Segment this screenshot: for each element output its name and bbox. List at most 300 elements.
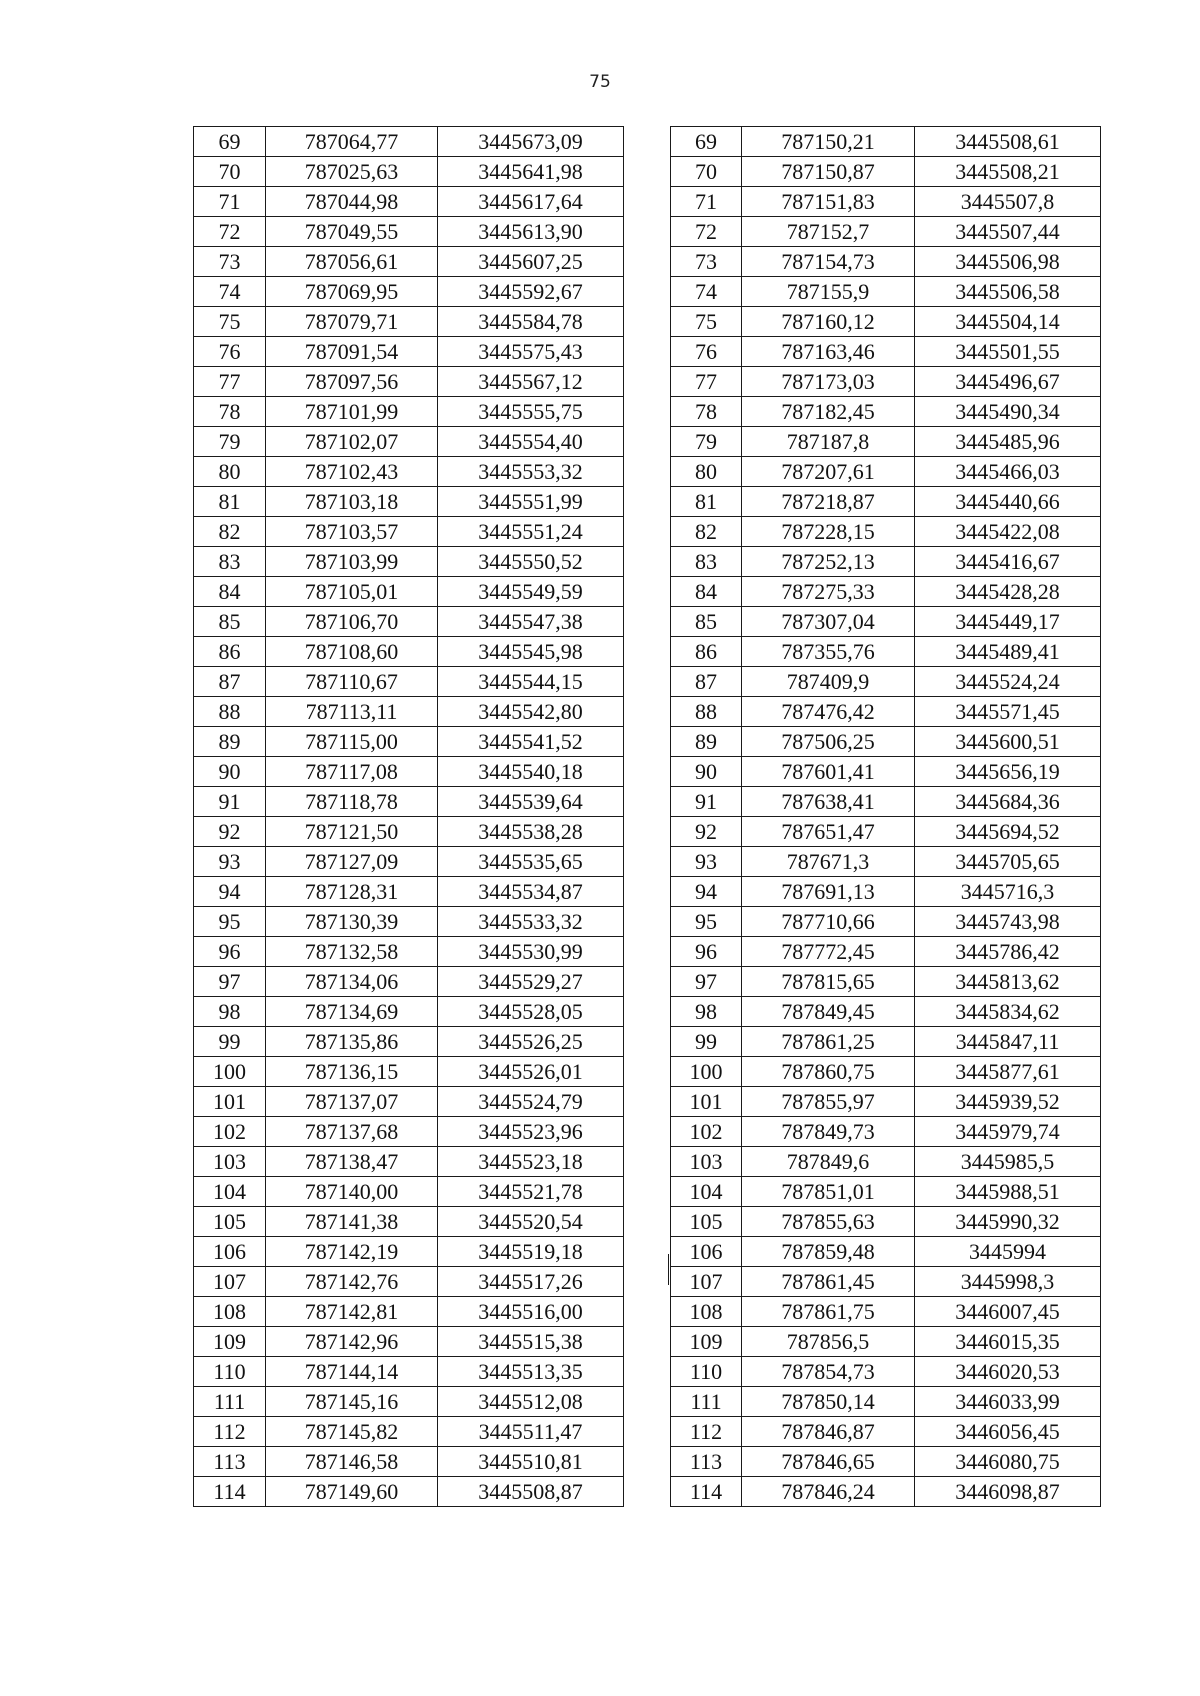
x-coordinate-cell: 787049,55 (266, 217, 438, 247)
x-coordinate-cell: 787103,99 (266, 547, 438, 577)
point-number-cell: 114 (194, 1477, 266, 1507)
point-number-cell: 70 (671, 157, 742, 187)
x-coordinate-cell: 787118,78 (266, 787, 438, 817)
x-coordinate-cell: 787137,68 (266, 1117, 438, 1147)
x-coordinate-cell: 787855,97 (742, 1087, 915, 1117)
y-coordinate-cell: 3445571,45 (915, 697, 1101, 727)
x-coordinate-cell: 787144,14 (266, 1357, 438, 1387)
table-row (194, 1087, 624, 1117)
table-row (671, 337, 1101, 367)
point-number-cell: 113 (671, 1447, 742, 1477)
page-number: 75 (589, 72, 611, 92)
y-coordinate-cell: 3445496,67 (915, 367, 1101, 397)
x-coordinate-cell: 787152,7 (742, 217, 915, 247)
y-coordinate-cell: 3445567,12 (438, 367, 624, 397)
y-coordinate-cell: 3445551,99 (438, 487, 624, 517)
point-number-cell: 73 (671, 247, 742, 277)
table-row (671, 1387, 1101, 1417)
y-coordinate-cell: 3445466,03 (915, 457, 1101, 487)
table-row (671, 1297, 1101, 1327)
y-coordinate-cell: 3445506,58 (915, 277, 1101, 307)
point-number-cell: 76 (671, 337, 742, 367)
y-coordinate-cell: 3446080,75 (915, 1447, 1101, 1477)
point-number-cell: 103 (194, 1147, 266, 1177)
point-number-cell: 88 (671, 697, 742, 727)
x-coordinate-cell: 787228,15 (742, 517, 915, 547)
y-coordinate-cell: 3445541,52 (438, 727, 624, 757)
point-number-cell: 70 (194, 157, 266, 187)
y-coordinate-cell: 3445526,01 (438, 1057, 624, 1087)
y-coordinate-cell: 3445501,55 (915, 337, 1101, 367)
table-row (671, 847, 1101, 877)
point-number-cell: 95 (671, 907, 742, 937)
table-row (671, 1357, 1101, 1387)
y-coordinate-cell: 3445504,14 (915, 307, 1101, 337)
table-row (671, 1177, 1101, 1207)
table-row (671, 157, 1101, 187)
table-row (671, 187, 1101, 217)
table-row (671, 817, 1101, 847)
table-row (671, 547, 1101, 577)
x-coordinate-cell: 787851,01 (742, 1177, 915, 1207)
y-coordinate-cell: 3445489,41 (915, 637, 1101, 667)
point-number-cell: 102 (194, 1117, 266, 1147)
y-coordinate-cell: 3445510,81 (438, 1447, 624, 1477)
y-coordinate-cell: 3445990,32 (915, 1207, 1101, 1237)
point-number-cell: 110 (194, 1357, 266, 1387)
point-number-cell: 112 (194, 1417, 266, 1447)
point-number-cell: 80 (671, 457, 742, 487)
y-coordinate-cell: 3446098,87 (915, 1477, 1101, 1507)
x-coordinate-cell: 787145,82 (266, 1417, 438, 1447)
table-row (194, 547, 624, 577)
x-coordinate-cell: 787275,33 (742, 577, 915, 607)
table-row (671, 697, 1101, 727)
y-coordinate-cell: 3445998,3 (915, 1267, 1101, 1297)
table-row (194, 397, 624, 427)
table-row (194, 877, 624, 907)
y-coordinate-cell: 3446015,35 (915, 1327, 1101, 1357)
point-number-cell: 102 (671, 1117, 742, 1147)
table-row (671, 307, 1101, 337)
table-row (194, 847, 624, 877)
y-coordinate-cell: 3445519,18 (438, 1237, 624, 1267)
point-number-cell: 74 (671, 277, 742, 307)
x-coordinate-cell: 787846,65 (742, 1447, 915, 1477)
y-coordinate-cell: 3445592,67 (438, 277, 624, 307)
y-coordinate-cell: 3446033,99 (915, 1387, 1101, 1417)
point-number-cell: 99 (671, 1027, 742, 1057)
point-number-cell: 73 (194, 247, 266, 277)
point-number-cell: 93 (671, 847, 742, 877)
table-row (194, 1237, 624, 1267)
point-number-cell: 82 (194, 517, 266, 547)
table-row (194, 997, 624, 1027)
x-coordinate-cell: 787150,21 (742, 127, 915, 157)
y-coordinate-cell: 3445743,98 (915, 907, 1101, 937)
y-coordinate-cell: 3445994 (915, 1237, 1101, 1267)
x-coordinate-cell: 787149,60 (266, 1477, 438, 1507)
y-coordinate-cell: 3445530,99 (438, 937, 624, 967)
y-coordinate-cell: 3445449,17 (915, 607, 1101, 637)
y-coordinate-cell: 3445979,74 (915, 1117, 1101, 1147)
y-coordinate-cell: 3445529,27 (438, 967, 624, 997)
x-coordinate-cell: 787056,61 (266, 247, 438, 277)
y-coordinate-cell: 3445512,08 (438, 1387, 624, 1417)
x-coordinate-cell: 787025,63 (266, 157, 438, 187)
table-row (194, 127, 624, 157)
point-number-cell: 79 (194, 427, 266, 457)
point-number-cell: 101 (194, 1087, 266, 1117)
x-coordinate-cell: 787142,76 (266, 1267, 438, 1297)
table-row (194, 427, 624, 457)
y-coordinate-cell: 3445705,65 (915, 847, 1101, 877)
table-row (194, 1477, 624, 1507)
point-number-cell: 89 (194, 727, 266, 757)
x-coordinate-cell: 787772,45 (742, 937, 915, 967)
x-coordinate-cell: 787849,6 (742, 1147, 915, 1177)
coordinates-table-left-body (194, 127, 624, 1507)
x-coordinate-cell: 787846,87 (742, 1417, 915, 1447)
table-row (671, 247, 1101, 277)
point-number-cell: 82 (671, 517, 742, 547)
table-row (671, 1267, 1101, 1297)
y-coordinate-cell: 3445422,08 (915, 517, 1101, 547)
y-coordinate-cell: 3445508,61 (915, 127, 1101, 157)
table-row (194, 937, 624, 967)
y-coordinate-cell: 3445555,75 (438, 397, 624, 427)
x-coordinate-cell: 787187,8 (742, 427, 915, 457)
y-coordinate-cell: 3445988,51 (915, 1177, 1101, 1207)
point-number-cell: 86 (194, 637, 266, 667)
x-coordinate-cell: 787064,77 (266, 127, 438, 157)
y-coordinate-cell: 3445490,34 (915, 397, 1101, 427)
x-coordinate-cell: 787069,95 (266, 277, 438, 307)
x-coordinate-cell: 787136,15 (266, 1057, 438, 1087)
point-number-cell: 88 (194, 697, 266, 727)
x-coordinate-cell: 787134,06 (266, 967, 438, 997)
y-coordinate-cell: 3445523,18 (438, 1147, 624, 1177)
table-row (194, 637, 624, 667)
x-coordinate-cell: 787671,3 (742, 847, 915, 877)
y-coordinate-cell: 3445508,21 (915, 157, 1101, 187)
table-row (671, 277, 1101, 307)
table-row (194, 187, 624, 217)
y-coordinate-cell: 3445575,43 (438, 337, 624, 367)
x-coordinate-cell: 787850,14 (742, 1387, 915, 1417)
x-coordinate-cell: 787132,58 (266, 937, 438, 967)
x-coordinate-cell: 787173,03 (742, 367, 915, 397)
point-number-cell: 105 (671, 1207, 742, 1237)
x-coordinate-cell: 787102,07 (266, 427, 438, 457)
x-coordinate-cell: 787138,47 (266, 1147, 438, 1177)
table-row (194, 787, 624, 817)
table-row (194, 517, 624, 547)
table-row (671, 787, 1101, 817)
x-coordinate-cell: 787218,87 (742, 487, 915, 517)
y-coordinate-cell: 3445511,47 (438, 1417, 624, 1447)
x-coordinate-cell: 787151,83 (742, 187, 915, 217)
table-row (194, 1117, 624, 1147)
point-number-cell: 100 (671, 1057, 742, 1087)
y-coordinate-cell: 3445520,54 (438, 1207, 624, 1237)
table-row (671, 727, 1101, 757)
x-coordinate-cell: 787044,98 (266, 187, 438, 217)
y-coordinate-cell: 3445524,79 (438, 1087, 624, 1117)
y-coordinate-cell: 3445507,44 (915, 217, 1101, 247)
point-number-cell: 98 (194, 997, 266, 1027)
table-row (671, 217, 1101, 247)
x-coordinate-cell: 787141,38 (266, 1207, 438, 1237)
y-coordinate-cell: 3445550,52 (438, 547, 624, 577)
point-number-cell: 81 (194, 487, 266, 517)
y-coordinate-cell: 3445549,59 (438, 577, 624, 607)
table-row (194, 367, 624, 397)
point-number-cell: 95 (194, 907, 266, 937)
y-coordinate-cell: 3445584,78 (438, 307, 624, 337)
coordinates-table-left (193, 126, 624, 1507)
x-coordinate-cell: 787128,31 (266, 877, 438, 907)
y-coordinate-cell: 3445516,00 (438, 1297, 624, 1327)
y-coordinate-cell: 3445517,26 (438, 1267, 624, 1297)
y-coordinate-cell: 3445834,62 (915, 997, 1101, 1027)
point-number-cell: 97 (671, 967, 742, 997)
y-coordinate-cell: 3445939,52 (915, 1087, 1101, 1117)
table-row (194, 337, 624, 367)
table-row (671, 1447, 1101, 1477)
x-coordinate-cell: 787860,75 (742, 1057, 915, 1087)
y-coordinate-cell: 3445553,32 (438, 457, 624, 487)
x-coordinate-cell: 787140,00 (266, 1177, 438, 1207)
table-row (671, 1057, 1101, 1087)
table-row (194, 157, 624, 187)
y-coordinate-cell: 3445684,36 (915, 787, 1101, 817)
point-number-cell: 96 (194, 937, 266, 967)
table-row (194, 1417, 624, 1447)
x-coordinate-cell: 787105,01 (266, 577, 438, 607)
table-row (671, 1237, 1101, 1267)
table-row (194, 1357, 624, 1387)
y-coordinate-cell: 3445985,5 (915, 1147, 1101, 1177)
table-row (194, 907, 624, 937)
point-number-cell: 91 (671, 787, 742, 817)
point-number-cell: 85 (194, 607, 266, 637)
x-coordinate-cell: 787079,71 (266, 307, 438, 337)
point-number-cell: 72 (194, 217, 266, 247)
point-number-cell: 107 (194, 1267, 266, 1297)
y-coordinate-cell: 3445428,28 (915, 577, 1101, 607)
table-row (671, 667, 1101, 697)
point-number-cell: 76 (194, 337, 266, 367)
y-coordinate-cell: 3445539,64 (438, 787, 624, 817)
y-coordinate-cell: 3445545,98 (438, 637, 624, 667)
x-coordinate-cell: 787101,99 (266, 397, 438, 427)
table-row (194, 307, 624, 337)
y-coordinate-cell: 3445540,18 (438, 757, 624, 787)
y-coordinate-cell: 3445538,28 (438, 817, 624, 847)
table-row (671, 937, 1101, 967)
x-coordinate-cell: 787846,24 (742, 1477, 915, 1507)
table-row (194, 1057, 624, 1087)
x-coordinate-cell: 787506,25 (742, 727, 915, 757)
y-coordinate-cell: 3446056,45 (915, 1417, 1101, 1447)
table-row (194, 1327, 624, 1357)
x-coordinate-cell: 787155,9 (742, 277, 915, 307)
x-coordinate-cell: 787102,43 (266, 457, 438, 487)
y-coordinate-cell: 3445507,8 (915, 187, 1101, 217)
table-row (194, 277, 624, 307)
coordinates-table-right (670, 126, 1101, 1507)
x-coordinate-cell: 787142,96 (266, 1327, 438, 1357)
x-coordinate-cell: 787113,11 (266, 697, 438, 727)
point-number-cell: 103 (671, 1147, 742, 1177)
table-row (194, 1447, 624, 1477)
point-number-cell: 110 (671, 1357, 742, 1387)
x-coordinate-cell: 787476,42 (742, 697, 915, 727)
y-coordinate-cell: 3445694,52 (915, 817, 1101, 847)
point-number-cell: 90 (194, 757, 266, 787)
y-coordinate-cell: 3445551,24 (438, 517, 624, 547)
point-number-cell: 77 (194, 367, 266, 397)
point-number-cell: 97 (194, 967, 266, 997)
x-coordinate-cell: 787163,46 (742, 337, 915, 367)
x-coordinate-cell: 787861,75 (742, 1297, 915, 1327)
x-coordinate-cell: 787115,00 (266, 727, 438, 757)
table-row (194, 757, 624, 787)
y-coordinate-cell: 3445673,09 (438, 127, 624, 157)
point-number-cell: 101 (671, 1087, 742, 1117)
x-coordinate-cell: 787150,87 (742, 157, 915, 187)
x-coordinate-cell: 787110,67 (266, 667, 438, 697)
table-row (194, 1297, 624, 1327)
table-row (194, 577, 624, 607)
table-row (671, 427, 1101, 457)
x-coordinate-cell: 787252,13 (742, 547, 915, 577)
table-row (671, 1027, 1101, 1057)
table-row (671, 487, 1101, 517)
point-number-cell: 69 (671, 127, 742, 157)
y-coordinate-cell: 3446007,45 (915, 1297, 1101, 1327)
table-row (194, 1027, 624, 1057)
x-coordinate-cell: 787182,45 (742, 397, 915, 427)
point-number-cell: 106 (671, 1237, 742, 1267)
point-number-cell: 71 (671, 187, 742, 217)
table-row (671, 1417, 1101, 1447)
x-coordinate-cell: 787861,45 (742, 1267, 915, 1297)
x-coordinate-cell: 787106,70 (266, 607, 438, 637)
table-row (194, 667, 624, 697)
x-coordinate-cell: 787142,81 (266, 1297, 438, 1327)
table-row (194, 1387, 624, 1417)
point-number-cell: 89 (671, 727, 742, 757)
table-row (194, 967, 624, 997)
point-number-cell: 81 (671, 487, 742, 517)
point-number-cell: 100 (194, 1057, 266, 1087)
y-coordinate-cell: 3445485,96 (915, 427, 1101, 457)
y-coordinate-cell: 3445716,3 (915, 877, 1101, 907)
x-coordinate-cell: 787091,54 (266, 337, 438, 367)
table-row (671, 1117, 1101, 1147)
point-number-cell: 72 (671, 217, 742, 247)
table-row (671, 637, 1101, 667)
point-number-cell: 105 (194, 1207, 266, 1237)
x-coordinate-cell: 787117,08 (266, 757, 438, 787)
point-number-cell: 75 (194, 307, 266, 337)
x-coordinate-cell: 787409,9 (742, 667, 915, 697)
x-coordinate-cell: 787121,50 (266, 817, 438, 847)
point-number-cell: 86 (671, 637, 742, 667)
y-coordinate-cell: 3445523,96 (438, 1117, 624, 1147)
table-row (671, 397, 1101, 427)
y-coordinate-cell: 3445613,90 (438, 217, 624, 247)
y-coordinate-cell: 3445607,25 (438, 247, 624, 277)
y-coordinate-cell: 3445656,19 (915, 757, 1101, 787)
y-coordinate-cell: 3445534,87 (438, 877, 624, 907)
table-row (671, 997, 1101, 1027)
table-row (671, 1477, 1101, 1507)
point-number-cell: 78 (671, 397, 742, 427)
table-row (671, 367, 1101, 397)
x-coordinate-cell: 787135,86 (266, 1027, 438, 1057)
table-row (194, 1207, 624, 1237)
point-number-cell: 92 (671, 817, 742, 847)
y-coordinate-cell: 3445877,61 (915, 1057, 1101, 1087)
table-row (671, 607, 1101, 637)
table-row (194, 247, 624, 277)
table-row (671, 457, 1101, 487)
table-row (194, 817, 624, 847)
y-coordinate-cell: 3445544,15 (438, 667, 624, 697)
point-number-cell: 84 (671, 577, 742, 607)
x-coordinate-cell: 787355,76 (742, 637, 915, 667)
x-coordinate-cell: 787130,39 (266, 907, 438, 937)
point-number-cell: 71 (194, 187, 266, 217)
x-coordinate-cell: 787146,58 (266, 1447, 438, 1477)
x-coordinate-cell: 787145,16 (266, 1387, 438, 1417)
y-coordinate-cell: 3445641,98 (438, 157, 624, 187)
y-coordinate-cell: 3445847,11 (915, 1027, 1101, 1057)
x-coordinate-cell: 787861,25 (742, 1027, 915, 1057)
table-row (671, 517, 1101, 547)
y-coordinate-cell: 3445524,24 (915, 667, 1101, 697)
point-number-cell: 108 (671, 1297, 742, 1327)
x-coordinate-cell: 787854,73 (742, 1357, 915, 1387)
y-coordinate-cell: 3445617,64 (438, 187, 624, 217)
point-number-cell: 83 (671, 547, 742, 577)
y-coordinate-cell: 3445813,62 (915, 967, 1101, 997)
x-coordinate-cell: 787137,07 (266, 1087, 438, 1117)
y-coordinate-cell: 3445533,32 (438, 907, 624, 937)
table-row (194, 1267, 624, 1297)
point-number-cell: 104 (194, 1177, 266, 1207)
point-number-cell: 92 (194, 817, 266, 847)
x-coordinate-cell: 787856,5 (742, 1327, 915, 1357)
point-number-cell: 106 (194, 1237, 266, 1267)
table-row (194, 607, 624, 637)
point-number-cell: 112 (671, 1417, 742, 1447)
coordinates-table-right-body (671, 127, 1101, 1507)
point-number-cell: 87 (671, 667, 742, 697)
table-row (671, 1087, 1101, 1117)
x-coordinate-cell: 787103,57 (266, 517, 438, 547)
y-coordinate-cell: 3445528,05 (438, 997, 624, 1027)
x-coordinate-cell: 787691,13 (742, 877, 915, 907)
point-number-cell: 108 (194, 1297, 266, 1327)
table-row (194, 1177, 624, 1207)
y-coordinate-cell: 3445515,38 (438, 1327, 624, 1357)
y-coordinate-cell: 3445535,65 (438, 847, 624, 877)
gutter-divider (668, 1254, 669, 1285)
